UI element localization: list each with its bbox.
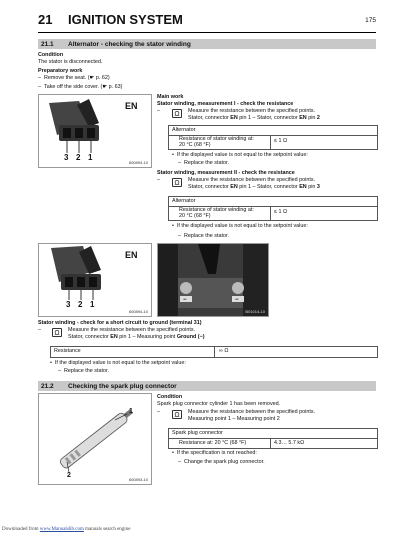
figure-caption: B01014-10: [245, 309, 265, 314]
table-value: ≤ 1 Ω: [274, 138, 287, 144]
connector-name: EN: [230, 184, 238, 190]
text: pin 1 – Stator, connector: [237, 115, 300, 121]
section-number: 21.1: [41, 40, 54, 48]
condition-label: Condition: [38, 52, 64, 58]
page-header: [38, 10, 376, 32]
ground-check-title: Stator winding - check for a short circuit to ground (terminal 31): [38, 320, 202, 326]
table-label: Resistance of stator winding at:: [179, 136, 254, 142]
dash: –: [157, 108, 160, 114]
manualslib-link[interactable]: www.Manualslib.com: [39, 527, 84, 532]
svg-text:−: −: [183, 297, 187, 303]
chapter-number: 21: [38, 12, 53, 27]
condition-text: Spark plug connector cylinder 1 has been removed.: [157, 401, 281, 407]
ground-point: Ground (−): [176, 334, 205, 340]
connector-name: EN: [299, 184, 307, 190]
connector-label: EN: [125, 250, 138, 260]
m1-instruction: Measure the resistance between the specified points.: [188, 108, 316, 114]
spec-table-spark-plug: [168, 428, 378, 449]
section-bar-21-1: [38, 39, 376, 49]
m2-action: – Replace the stator.: [178, 233, 229, 239]
text: Replace the stator.: [184, 160, 229, 166]
m1-condition: • If the displayed value is not equal to the setpoint value:: [172, 152, 308, 158]
measuring-point-label: 1: [129, 408, 133, 415]
table-divider: [169, 438, 377, 439]
m1-points: [188, 115, 320, 122]
text: pin 1 – Stator, connector: [237, 184, 300, 190]
measurement-2-title: Stator winding, measurement II - check the resistance: [157, 170, 295, 176]
header-rule: [38, 32, 376, 33]
condition-label: Condition: [157, 394, 183, 400]
table-divider: [270, 135, 271, 149]
g-condition: • If the displayed value is not equal to the setpoint value:: [50, 360, 186, 366]
measuring-point-label: 2: [67, 472, 71, 479]
connector-figure-2: [38, 243, 152, 317]
g-action: – Replace the stator.: [58, 368, 109, 374]
table-label: 20 °C (68 °F): [179, 213, 211, 219]
connector-name: EN: [110, 334, 118, 340]
prep-label: Preparatory work: [38, 68, 83, 74]
pin-number: 3: [316, 184, 320, 190]
pin-number: 2: [316, 115, 320, 121]
download-footer: [2, 527, 130, 532]
m1-action: – Replace the stator.: [178, 160, 229, 166]
text: Replace the stator.: [184, 233, 229, 239]
m2-condition: • If the displayed value is not equal to the setpoint value:: [172, 223, 308, 229]
footer-text: Downloaded from: [2, 527, 40, 532]
connector-name: EN: [299, 115, 307, 121]
text: pin 1 – Measuring point: [117, 334, 177, 340]
ground-point-photo: [157, 243, 269, 317]
table-value: 4.3… 5.7 kΩ: [274, 440, 305, 446]
prep-item-text: Remove the seat. (☛ p. 62): [44, 75, 110, 81]
g-instruction: Measure the resistance between the specified points.: [68, 327, 196, 333]
pin-label: 3: [66, 300, 71, 309]
ohm-meter-icon: Ω: [172, 410, 182, 419]
ohm-meter-icon: Ω: [172, 109, 182, 118]
table-head: Alternator: [172, 198, 196, 204]
connector-label: EN: [125, 101, 138, 111]
m2-points: [188, 184, 320, 191]
pin-label: 3: [64, 153, 69, 162]
table-head: Spark plug connector: [172, 430, 223, 436]
text: Stator, connector: [188, 184, 231, 190]
pin-label: 1: [88, 153, 93, 162]
text: Replace the stator.: [64, 368, 109, 374]
dash: –: [157, 177, 160, 183]
s2-instruction: Measure the resistance between the specified points.: [188, 409, 316, 415]
s2-action: – Change the spark plug connector.: [178, 459, 265, 465]
section-bar-21-2: [38, 381, 376, 391]
ohm-meter-icon: Ω: [52, 328, 62, 337]
table-divider: [270, 438, 271, 448]
table-value: ∞ Ω: [219, 348, 229, 354]
engine-photo-illustration: [158, 244, 268, 316]
text: If the displayed value is not equal to the setpoint value:: [176, 152, 308, 158]
condition-text: The stator is disconnected.: [38, 59, 103, 65]
spec-table-ground: [50, 346, 378, 358]
page-number: 175: [365, 17, 376, 24]
table-label: Resistance of stator winding at:: [179, 207, 254, 213]
table-label: 20 °C (68 °F): [179, 142, 211, 148]
text: If the specification is not reached:: [176, 450, 257, 456]
prep-item: – Take off the side cover. (☛ p. 63): [38, 84, 123, 90]
spark-plug-connector-illustration: [39, 394, 151, 484]
measurement-1-title: Stator winding, measurement I - check the resistance: [157, 101, 294, 107]
prep-item-text: Take off the side cover. (☛ p. 63): [44, 84, 123, 90]
figure-caption: 600894-10: [128, 309, 148, 314]
figure-caption: 600894-10: [128, 160, 148, 165]
dash: –: [38, 327, 41, 333]
chapter-title: IGNITION SYSTEM: [68, 12, 183, 27]
svg-text:−: −: [235, 297, 239, 303]
spark-plug-connector-figure: [38, 393, 152, 485]
connector-name: EN: [230, 115, 238, 121]
text: Stator, connector: [188, 115, 231, 121]
spec-table-1: [168, 125, 378, 150]
table-label: Resistance at: 20 °C (68 °F): [179, 440, 247, 446]
section-title: Checking the spark plug connector: [68, 382, 177, 390]
text: Stator, connector: [68, 334, 111, 340]
table-label: Resistance: [54, 348, 81, 354]
pin-label: 1: [90, 300, 95, 309]
pin-label: 2: [78, 300, 83, 309]
pin-label: 2: [76, 153, 81, 162]
text: If the displayed value is not equal to the setpoint value:: [176, 223, 308, 229]
ohm-meter-icon: Ω: [172, 178, 182, 187]
prep-item: – Remove the seat. (☛ p. 62): [38, 75, 110, 81]
main-work-label: Main work: [157, 94, 184, 100]
dash: –: [157, 409, 160, 415]
text: Change the spark plug connector.: [184, 459, 265, 465]
table-divider: [214, 347, 215, 357]
footer-text: manuals search engine: [83, 527, 131, 532]
section-title: Alternator - checking the stator winding: [68, 40, 191, 48]
s2-condition: • If the specification is not reached:: [172, 450, 257, 456]
g-points: [68, 334, 205, 341]
text: pin: [306, 184, 317, 190]
text: pin: [306, 115, 317, 121]
figure-caption: 600893-10: [128, 477, 148, 482]
s2-points: Measuring point 1 – Measuring point 2: [188, 416, 280, 422]
table-value: ≤ 1 Ω: [274, 209, 287, 215]
connector-figure-1: [38, 94, 152, 168]
spec-table-2: [168, 196, 378, 221]
m2-instruction: Measure the resistance between the specified points.: [188, 177, 316, 183]
section-number: 21.2: [41, 382, 54, 390]
text: If the displayed value is not equal to the setpoint value:: [54, 360, 186, 366]
table-divider: [270, 206, 271, 220]
table-head: Alternator: [172, 127, 196, 133]
